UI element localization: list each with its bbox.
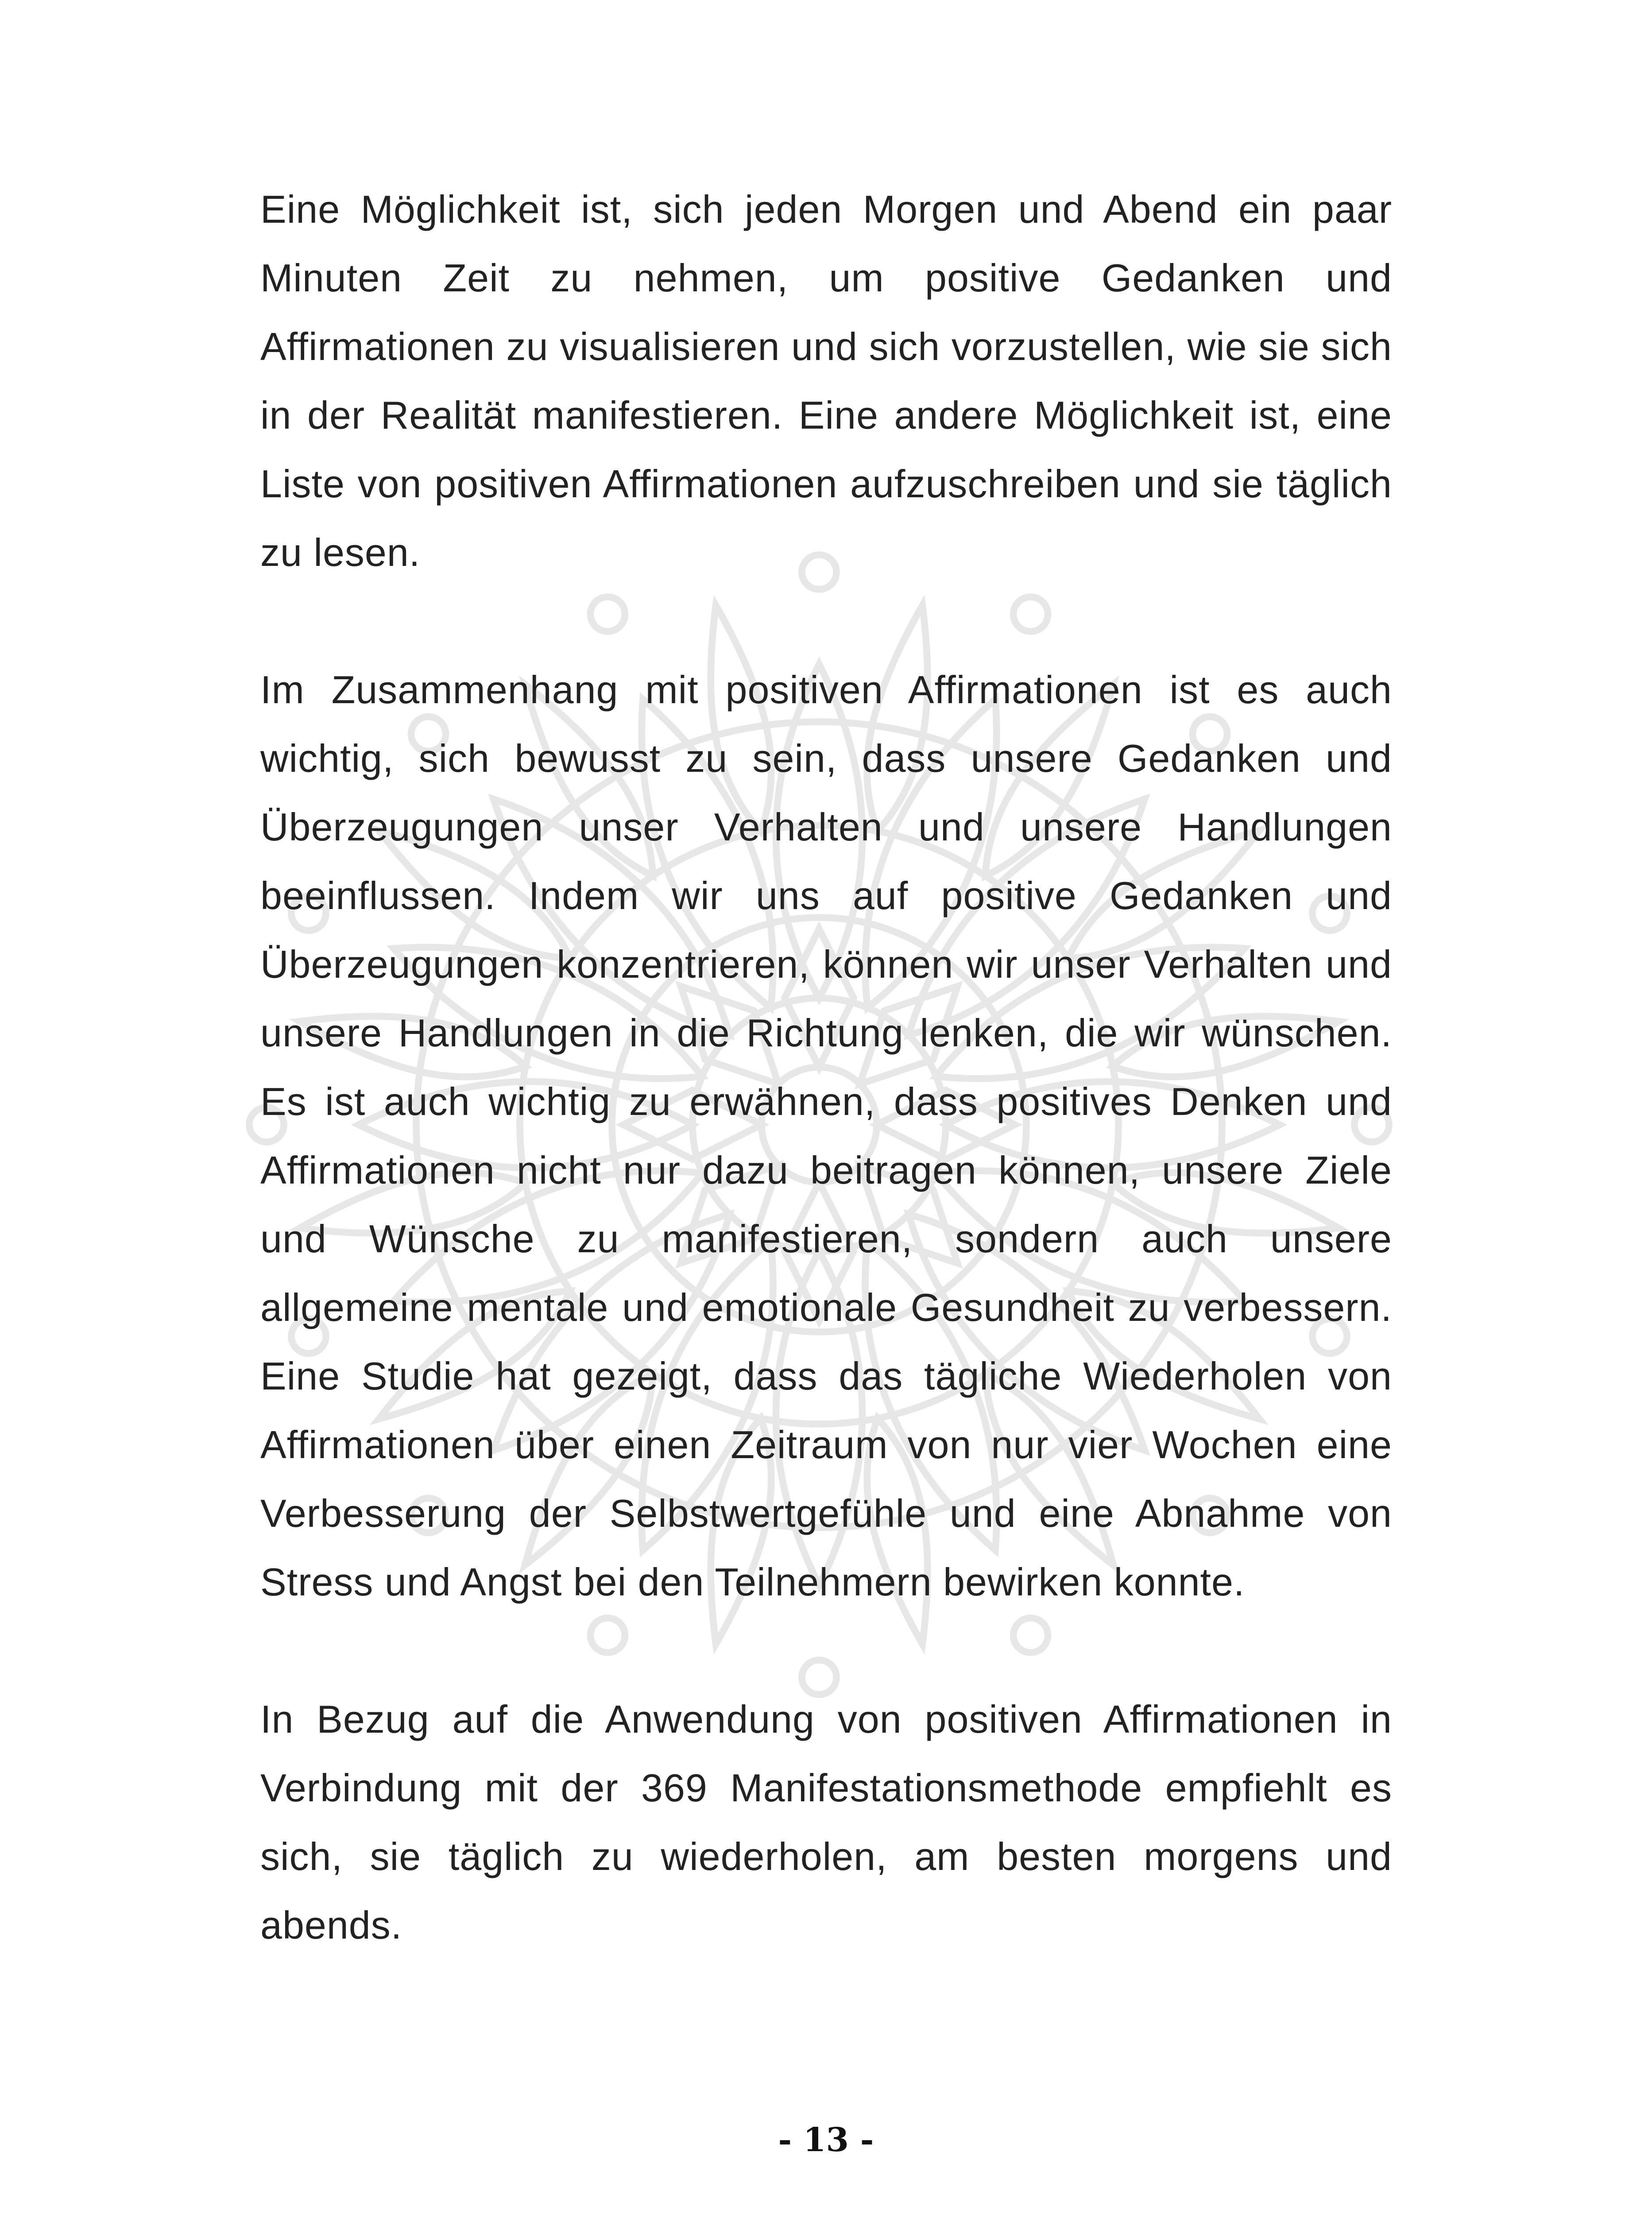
paragraph-1: Eine Möglichkeit ist, sich jeden Morgen und Abend ein paar Minuten Zeit zu nehmen, um positive Gedanken und Affirmationen zu visualisieren und sich vorzustellen, wie sie sich in der Realität manifestieren. Eine andere Möglichkeit ist, eine Liste von positiven Affirmationen aufzuschreiben und sie täglich zu lesen.: [260, 187, 1392, 574]
paragraph-2: Im Zusammenhang mit positiven Affirmationen ist es auch wichtig, sich bewusst zu sein, dass unsere Gedanken und Überzeugungen unser Verhalten und unsere Handlungen beeinflussen. Indem wir uns auf positive Gedanken und Überzeugungen konzentrieren, können wir unser Verhalten und unsere Handlungen in die Richtung lenken, die wir wünschen. Es ist auch wichtig zu erwähnen, dass positives Denken und Affirmationen nicht nur dazu beitragen können, unsere Ziele und Wünsche zu manifestieren, sondern auch unsere allgemeine mentale und emotionale Gesundheit zu verbessern. Eine Studie hat gezeigt, dass das tägliche Wiederholen von Affirmationen über einen Zeitraum von nur vier Wochen eine Verbesserung der Selbstwertgefühle und eine Abnahme von Stress und Angst bei den Teilnehmern bewirken konnte.: [260, 668, 1392, 1604]
paragraph-3: In Bezug auf die Anwendung von positiven Affirmationen in Verbindung mit der 369 Manifestationsmethode empfiehlt es sich, sie täglich zu wiederholen, am besten morgens und abends.: [260, 1697, 1392, 1947]
body-text: [260, 175, 1392, 1959]
page-number: - 13 -: [778, 2121, 874, 2159]
